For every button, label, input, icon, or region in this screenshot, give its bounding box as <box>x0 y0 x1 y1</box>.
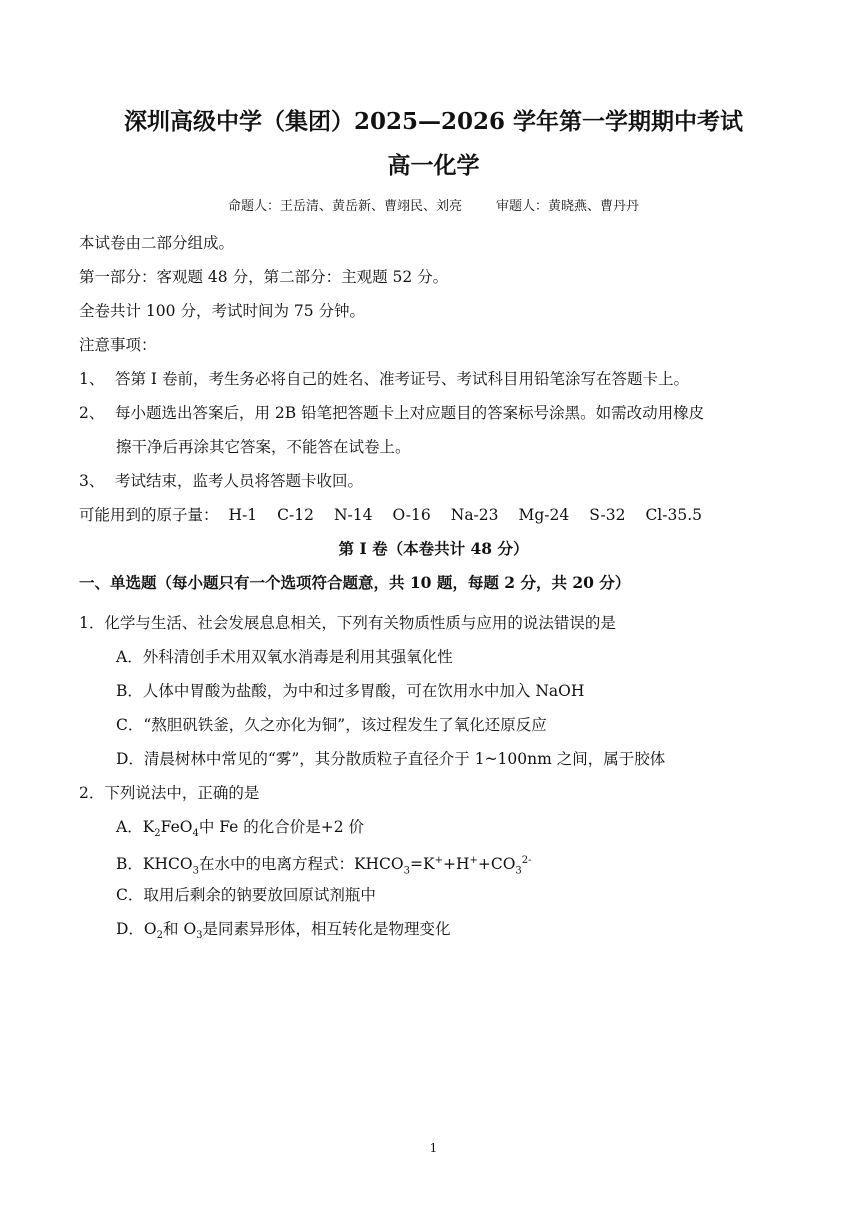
atomic-mass: Cl-35.5 <box>645 506 703 524</box>
notice-title: 注意事项： <box>79 336 157 354</box>
option-text: FeO <box>160 818 193 836</box>
option-text: 在水中的电离方程式：KHCO <box>198 855 404 874</box>
question-option: C．取用后剩余的钠要放回原试剂瓶中 <box>116 886 376 904</box>
atomic-mass: S-32 <box>589 506 626 524</box>
subscript: 3 <box>403 865 410 877</box>
notice-text: 每小题选出答案后，用 2B 铅笔把答题卡上对应题目的答案标号涂黑。如需改动用橡皮 <box>115 404 705 422</box>
atomic-mass: O-16 <box>392 506 431 524</box>
question-option <box>116 919 451 946</box>
notice-number: 1、 <box>79 370 105 388</box>
total-text: 全卷共计 100 分，考试时间为 75 分钟。 <box>79 302 366 320</box>
setters: 命题人：王岳清、黄岳新、曹翊民、刘亮 <box>227 199 462 214</box>
subscript: 2 <box>156 930 164 942</box>
subscript: 4 <box>192 828 199 840</box>
superscript: 2- <box>521 855 532 866</box>
subscript: 3 <box>515 865 522 877</box>
notice-text: 答第 I 卷前，考生务必将自己的姓名、准考证号、考试科目用铅笔涂写在答题卡上。 <box>115 370 689 388</box>
notice-text: 考试结束，监考人员将答题卡收回。 <box>115 472 364 490</box>
notice-number: 3、 <box>79 472 105 490</box>
atomic-masses <box>79 505 702 525</box>
part-heading: 一、单选题（每小题只有一个选项符合题意，共 10 题，每题 2 分，共 20 分） <box>79 573 631 592</box>
parts-text: 第一部分：客观题 48 分，第二部分：主观题 52 分。 <box>79 268 449 286</box>
question-option: C．“熬胆矾铁釜，久之亦化为铜”，该过程发生了氧化还原反应 <box>116 716 547 734</box>
reviewers: 审题人：黄晓燕、曹丹丹 <box>496 199 640 214</box>
exam-subject: 高一化学 <box>387 152 480 179</box>
option-text: 是同素异形体，相互转化是物理变化 <box>202 920 451 938</box>
notice-continuation: 擦干净后再涂其它答案，不能答在试卷上。 <box>116 438 411 456</box>
question-option <box>116 851 532 881</box>
question-option: A．外科清创手术用双氧水消毒是利用其强氧化性 <box>116 648 453 666</box>
atomic-masses-label: 可能用到的原子量： <box>79 506 219 524</box>
atomic-mass: Na-23 <box>450 506 499 524</box>
option-text: 中 Fe 的化合价是+2 价 <box>198 818 365 836</box>
exam-authors <box>0 198 867 216</box>
option-text: =K <box>409 855 435 874</box>
question-option <box>116 817 364 844</box>
subscript: 3 <box>192 865 199 877</box>
question-stem: 1．化学与生活、社会发展息息相关，下列有关物质性质与应用的说法错误的是 <box>79 614 616 632</box>
option-text: 和 O <box>163 920 197 938</box>
notice-item <box>79 369 689 389</box>
section-title: 第 I 卷（本卷共计 48 分） <box>338 539 529 558</box>
question-option: B．人体中胃酸为盐酸，为中和过多胃酸，可在饮用水中加入 NaOH <box>116 682 585 700</box>
notice-item <box>79 403 704 423</box>
notice-number: 2、 <box>79 404 105 422</box>
superscript: + <box>469 855 478 866</box>
page-number: 1 <box>429 1141 438 1155</box>
subscript: 3 <box>196 930 203 942</box>
question-stem: 2．下列说法中，正确的是 <box>79 784 260 802</box>
option-text: +CO <box>477 855 516 874</box>
atomic-mass: C-12 <box>277 506 314 524</box>
notice-item <box>79 471 363 491</box>
option-text: A．K <box>116 818 155 836</box>
subscript: 2 <box>154 828 161 840</box>
superscript: + <box>434 855 443 866</box>
composition-text: 本试卷由二部分组成。 <box>79 234 235 252</box>
option-text: B．KHCO <box>116 855 193 874</box>
atomic-mass: Mg-24 <box>518 506 570 524</box>
option-text: D．O <box>116 920 157 938</box>
atomic-mass: H-1 <box>228 506 258 524</box>
question-option: D．清晨树林中常见的“雾”，其分散质粒子直径介于 1~100nm 之间，属于胶体 <box>116 750 666 768</box>
option-text: +H <box>442 855 470 874</box>
atomic-mass: N-14 <box>333 506 373 524</box>
exam-title: 深圳高级中学（集团）2025—2026 学年第一学期期中考试 <box>123 108 744 135</box>
